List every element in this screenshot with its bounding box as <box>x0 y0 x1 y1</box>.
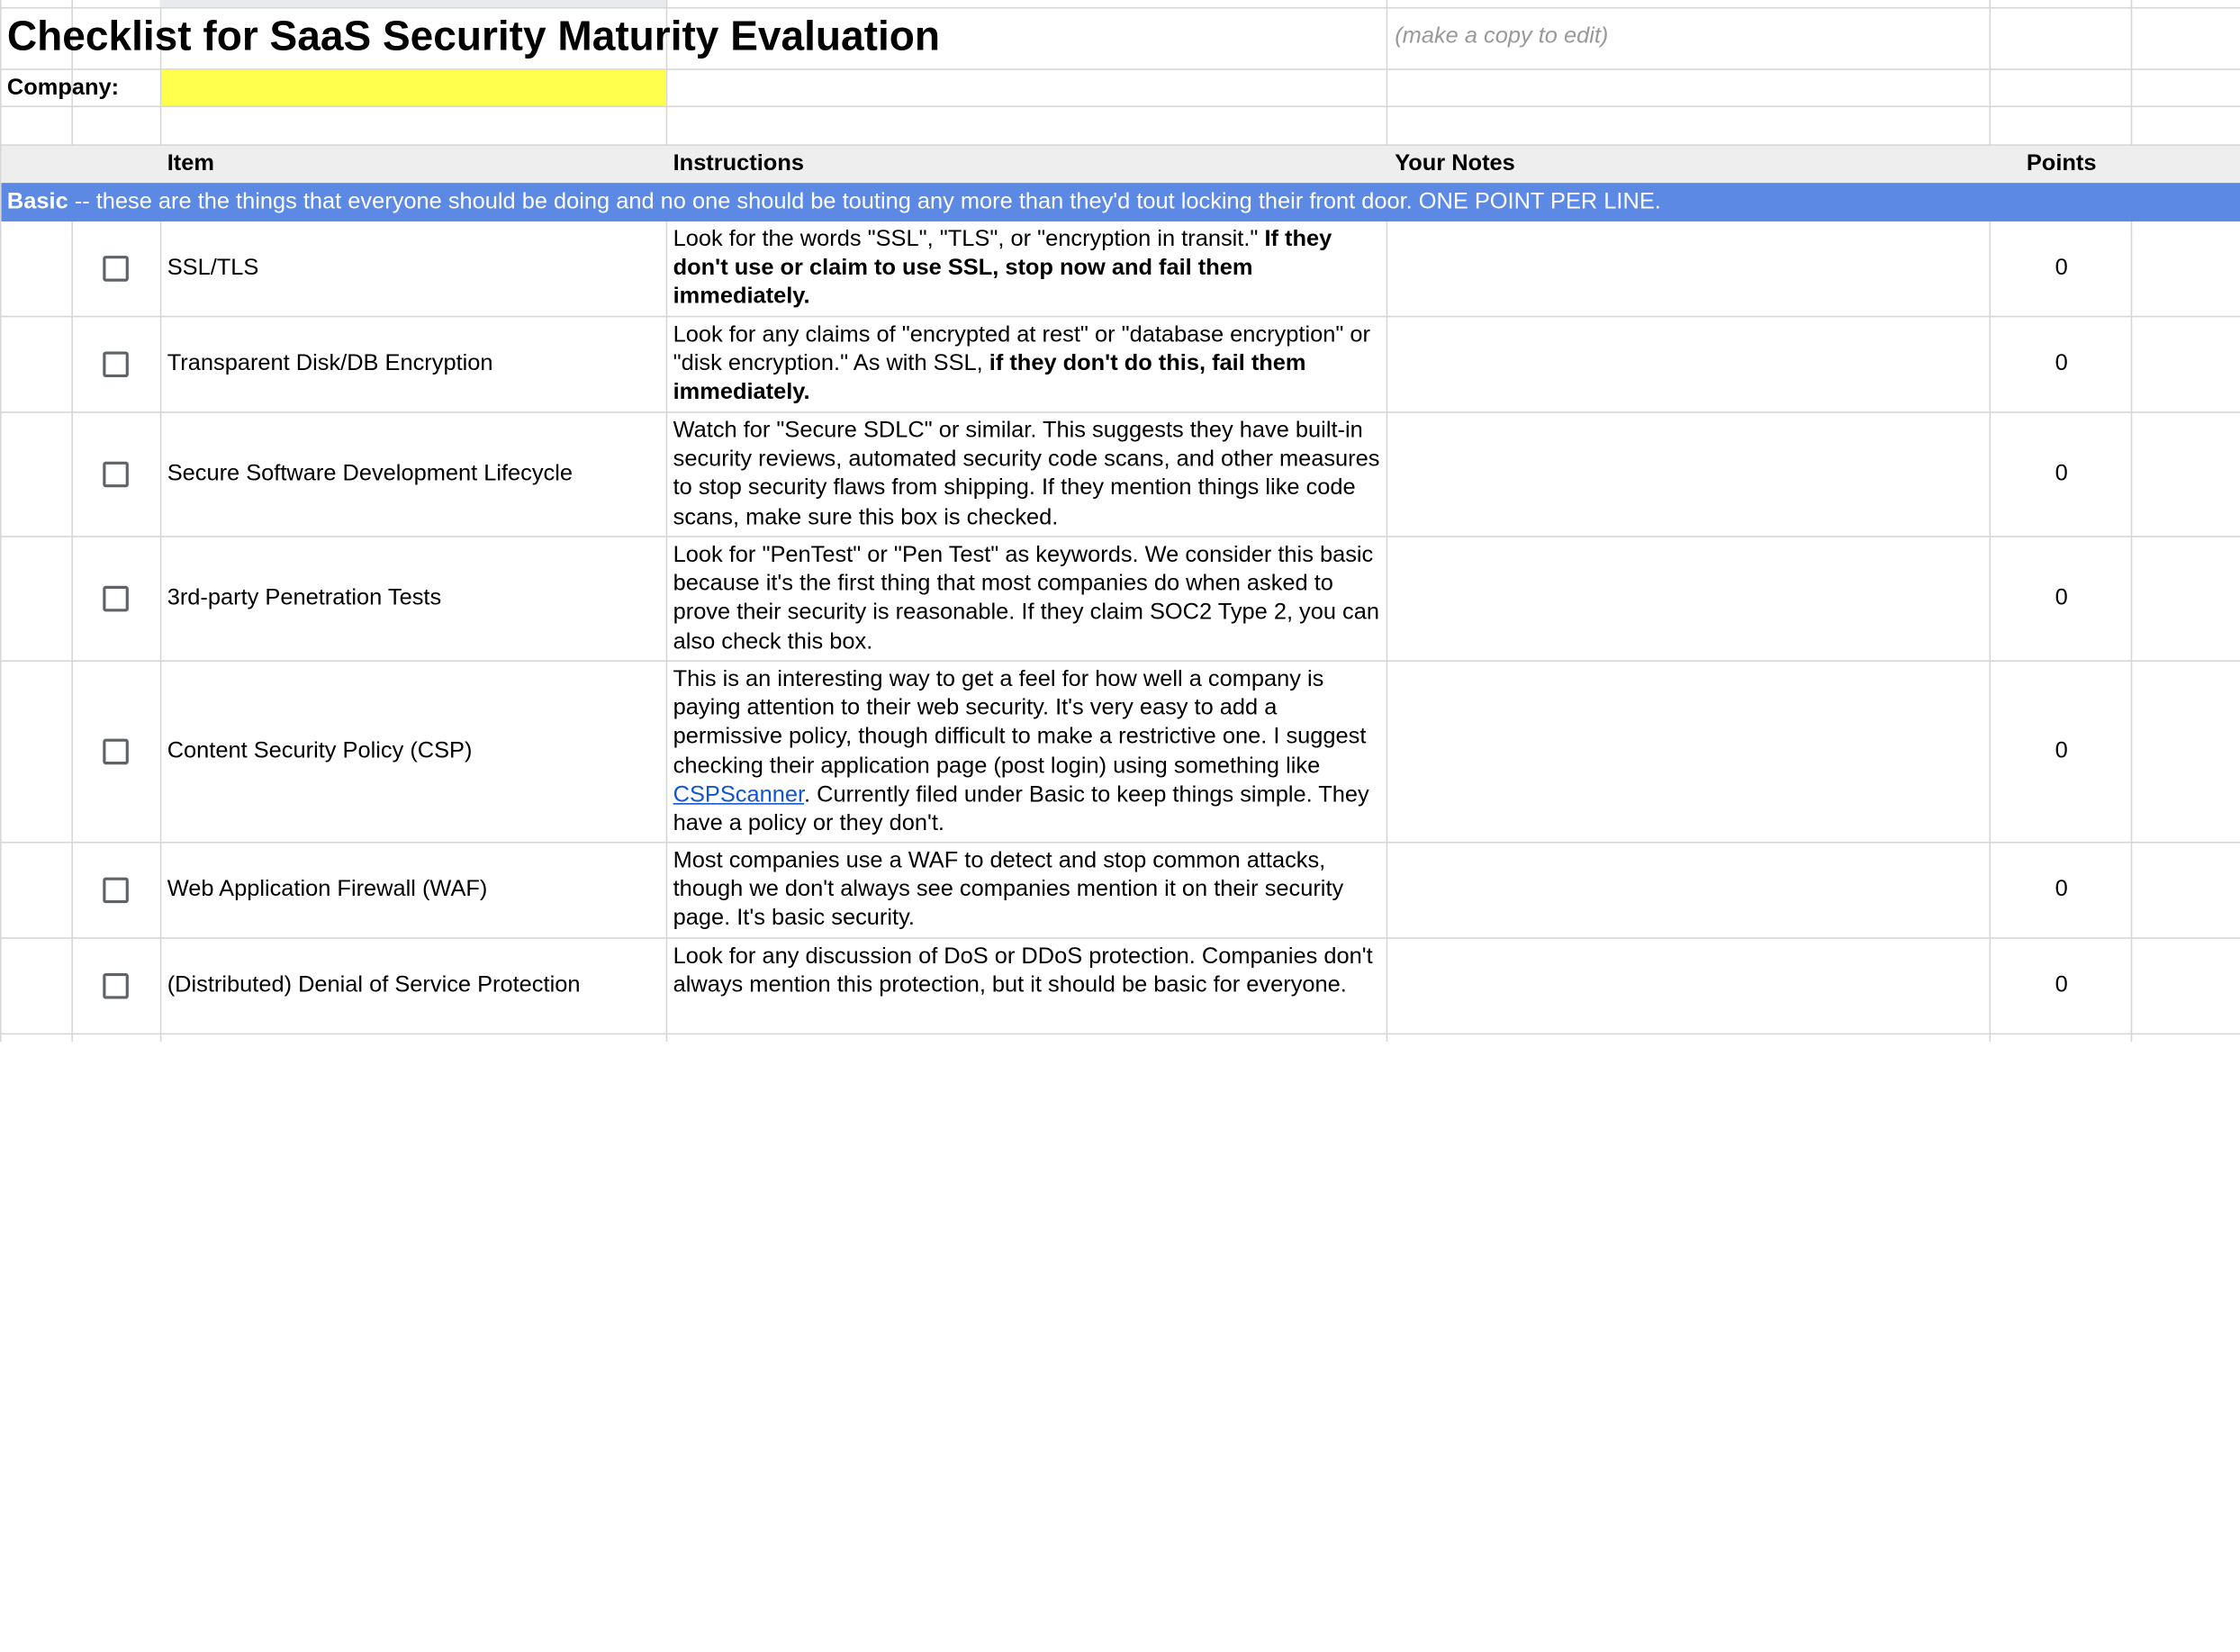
instructions-cell <box>673 321 1384 408</box>
grid-line <box>0 1034 2240 1035</box>
row-checkbox[interactable] <box>103 739 129 765</box>
points-value: 0 <box>2055 585 2068 610</box>
item-label: (Distributed) Denial of Service Protection <box>167 972 581 998</box>
section-description: -- these are the things that everyone should be doing and no one should be touting any more than they'd tout locking their front door. ONE POINT PER LINE. <box>68 190 1661 215</box>
instructions-cell <box>673 666 1384 839</box>
selected-column-strip <box>160 0 666 7</box>
instructions-text: Look for any claims of "encrypted at rest" or "database encryption" or "disk encryption." As with SSL, <box>673 322 1370 376</box>
item-label: Web Application Firewall (WAF) <box>167 877 488 902</box>
row-checkbox[interactable] <box>103 878 129 904</box>
points-value: 0 <box>2055 351 2068 376</box>
points-value: 0 <box>2055 877 2068 902</box>
notes-cell[interactable] <box>1389 413 1990 537</box>
instructions-cell <box>673 226 1384 312</box>
grid-line <box>0 105 2240 107</box>
cspscanner-link[interactable]: CSPScanner <box>673 782 805 808</box>
row-checkbox[interactable] <box>103 973 129 999</box>
notes-cell[interactable] <box>1389 537 1990 661</box>
instructions-text-end: . Currently filed under Basic to keep things simple. They have a policy or they don't. <box>673 782 1369 836</box>
points-value: 0 <box>2055 738 2068 763</box>
notes-cell[interactable] <box>1389 662 1990 842</box>
notes-cell[interactable] <box>1389 317 1990 411</box>
grid-line <box>0 7 2240 9</box>
item-label: Transparent Disk/DB Encryption <box>167 351 493 376</box>
item-label: Content Security Policy (CSP) <box>167 738 473 763</box>
section-banner-basic <box>2 183 2240 221</box>
page-title: Checklist for SaaS Security Maturity Evaluation <box>6 14 940 60</box>
item-label: Secure Software Development Lifecycle <box>167 461 574 486</box>
instructions-text: Look for the words "SSL", "TLS", or "encryption in transit." <box>673 227 1265 252</box>
notes-header: Your Notes <box>1395 151 1515 176</box>
instructions-cell: Look for any discussion of DoS or DDoS protection. Companies don't always mention this protection, but it should be basic for everyone. <box>673 944 1373 998</box>
notes-cell[interactable] <box>1389 844 1990 938</box>
row-checkbox[interactable] <box>103 256 129 282</box>
item-label: SSL/TLS <box>167 256 259 281</box>
instructions-emphasis: if they don't do this, fail them immediately. <box>673 351 1306 405</box>
points-header: Points <box>2026 151 2097 176</box>
company-input[interactable] <box>161 70 665 106</box>
instructions-cell: Most companies use a WAF to detect and stop common attacks, though we don't always see companies mention it on their security page. It's basic security. <box>673 848 1344 931</box>
instructions-header: Instructions <box>673 151 804 176</box>
points-value: 0 <box>2055 256 2068 281</box>
instructions-cell: Look for "PenTest" or "Pen Test" as keywords. We consider this basic because it's the first thing that most companies do when asked to prove their security is reasonable. If they claim SOC2 Type 2, you can also check this box. <box>673 543 1380 654</box>
instructions-text: This is an interesting way to get a feel for how well a company is paying attention to their web security. It's very easy to add a permissive policy, though difficult to make a restrictive one. I suggest checking their application page (post login) using something like <box>673 667 1367 779</box>
header-row <box>2 146 2240 183</box>
points-value: 0 <box>2055 972 2068 998</box>
instructions-cell: Watch for "Secure SDLC" or similar. This suggests they have built-in security reviews, automated security code scans, and other measures to stop security flaws from shipping. If they mention things like code scans, make sure this box is checked. <box>673 419 1380 530</box>
row-checkbox[interactable] <box>103 462 129 488</box>
section-name: Basic <box>6 190 68 215</box>
item-header: Item <box>167 151 214 176</box>
notes-cell[interactable] <box>1389 223 1990 316</box>
instructions-emphasis: If they don't use or claim to use SSL, stop now and fail them immediately. <box>673 227 1332 310</box>
copy-hint: (make a copy to edit) <box>1395 23 1609 49</box>
row-checkbox[interactable] <box>103 586 129 612</box>
row-checkbox[interactable] <box>103 351 129 377</box>
company-label: Company: <box>6 76 120 101</box>
notes-cell[interactable] <box>1389 939 1990 1034</box>
item-label: 3rd-party Penetration Tests <box>167 585 442 610</box>
points-value: 0 <box>2055 461 2068 486</box>
